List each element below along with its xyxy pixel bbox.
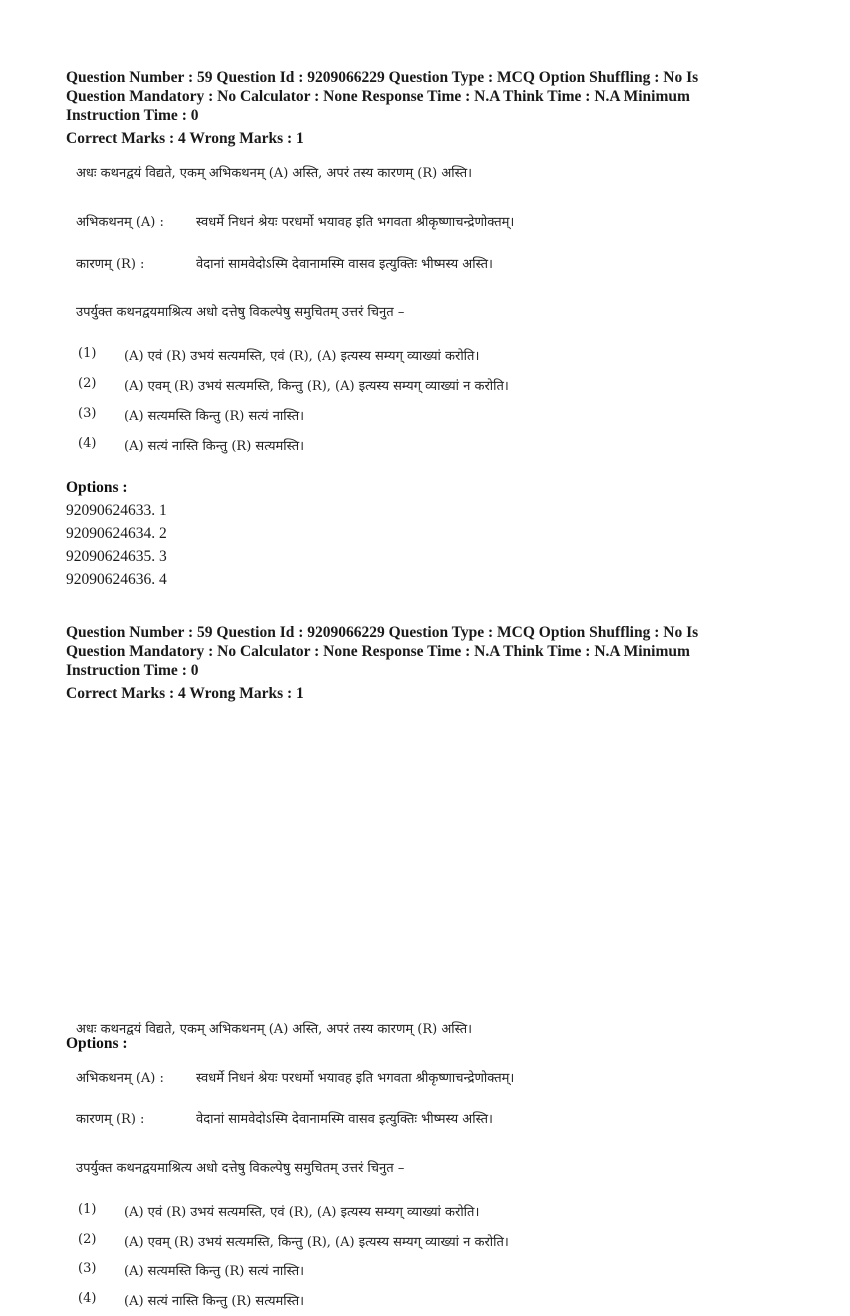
choice-number: (1) xyxy=(78,346,97,361)
choice-text: (A) एवम् (R) उभयं सत्यमस्ति, किन्तु (R), (A) इत्यस्य सम्यग् व्याख्यां न करोति। xyxy=(124,1235,509,1250)
choice-number: (4) xyxy=(78,1291,97,1306)
question-instruction: उपर्युक्त कथनद्वयमाश्रित्य अधो दत्तेषु विकल्पेषु समुचितम् उत्तरं चिनुत – xyxy=(76,1161,405,1176)
meta-line: Question Number : 59 Question Id : 9209066229 Question Type : MCQ Option Shuffling : No Is xyxy=(66,624,699,641)
assertion-text: स्वधर्मे निधनं श्रेयः परधर्मो भयावह इति भगवता श्रीकृष्णाचन्द्रेणोक्तम्। xyxy=(196,1071,515,1086)
assertion-label: अभिकथनम् (A) : xyxy=(76,1071,164,1086)
choice-number: (3) xyxy=(78,1261,97,1276)
question-meta-1 xyxy=(66,68,786,148)
meta-line: Question Number : 59 Question Id : 9209066229 Question Type : MCQ Option Shuffling : No Is xyxy=(66,69,699,86)
meta-line: Question Mandatory : No Calculator : None Response Time : N.A Think Time : N.A Minimum xyxy=(66,88,690,105)
choice-text: (A) सत्यं नास्ति किन्तु (R) सत्यमस्ति। xyxy=(124,439,305,454)
question-instruction: उपर्युक्त कथनद्वयमाश्रित्य अधो दत्तेषु विकल्पेषु समुचितम् उत्तरं चिनुत – xyxy=(76,305,405,320)
choice-text: (A) एवम् (R) उभयं सत्यमस्ति, किन्तु (R), (A) इत्यस्य सम्यग् व्याख्यां न करोति। xyxy=(124,379,509,394)
option-id: 92090624634. 2 xyxy=(66,525,167,542)
option-id: 92090624635. 3 xyxy=(66,548,167,565)
choice-text: (A) एवं (R) उभयं सत्यमस्ति, एवं (R), (A) इत्यस्य सम्यग् व्याख्यां करोति। xyxy=(124,349,480,364)
assertion-text: स्वधर्मे निधनं श्रेयः परधर्मो भयावह इति भगवता श्रीकृष्णाचन्द्रेणोक्तम्। xyxy=(196,215,515,230)
choice-number: (3) xyxy=(78,406,97,421)
choice-number: (1) xyxy=(78,1202,97,1217)
question-meta-2 xyxy=(66,623,786,703)
marks-line: Correct Marks : 4 Wrong Marks : 1 xyxy=(66,685,304,702)
question-intro: अधः कथनद्वयं विद्यते, एकम् अभिकथनम् (A) अस्ति, अपरं तस्य कारणम् (R) अस्ति। xyxy=(76,166,473,181)
reason-label: कारणम् (R) : xyxy=(76,257,145,272)
marks-line: Correct Marks : 4 Wrong Marks : 1 xyxy=(66,130,304,147)
reason-text: वेदानां सामवेदोऽस्मि देवानामस्मि वासव इत्युक्तिः भीष्मस्य अस्ति। xyxy=(196,1112,493,1127)
reason-label: कारणम् (R) : xyxy=(76,1112,145,1127)
question-body-2 xyxy=(66,1016,786,1316)
reason-text: वेदानां सामवेदोऽस्मि देवानामस्मि वासव इत्युक्तिः भीष्मस्य अस्ति। xyxy=(196,257,493,272)
option-id: 92090624636. 4 xyxy=(66,571,167,588)
choice-text: (A) सत्यमस्ति किन्तु (R) सत्यं नास्ति। xyxy=(124,1264,305,1279)
options-label: Options : xyxy=(66,1035,128,1052)
question-intro: अधः कथनद्वयं विद्यते, एकम् अभिकथनम् (A) अस्ति, अपरं तस्य कारणम् (R) अस्ति। xyxy=(76,1022,473,1037)
choice-text: (A) एवं (R) उभयं सत्यमस्ति, एवं (R), (A) इत्यस्य सम्यग् व्याख्यां करोति। xyxy=(124,1205,480,1220)
choice-number: (2) xyxy=(78,376,97,391)
meta-line: Instruction Time : 0 xyxy=(66,662,199,679)
meta-line: Instruction Time : 0 xyxy=(66,107,199,124)
meta-line: Question Mandatory : No Calculator : None Response Time : N.A Think Time : N.A Minimum xyxy=(66,643,690,660)
question-body-1 xyxy=(66,160,786,460)
assertion-label: अभिकथनम् (A) : xyxy=(76,215,164,230)
choice-number: (2) xyxy=(78,1232,97,1247)
choice-text: (A) सत्यमस्ति किन्तु (R) सत्यं नास्ति। xyxy=(124,409,305,424)
option-id: 92090624633. 1 xyxy=(66,502,167,519)
options-label: Options : xyxy=(66,479,128,496)
choice-number: (4) xyxy=(78,436,97,451)
choice-text: (A) सत्यं नास्ति किन्तु (R) सत्यमस्ति। xyxy=(124,1294,305,1309)
